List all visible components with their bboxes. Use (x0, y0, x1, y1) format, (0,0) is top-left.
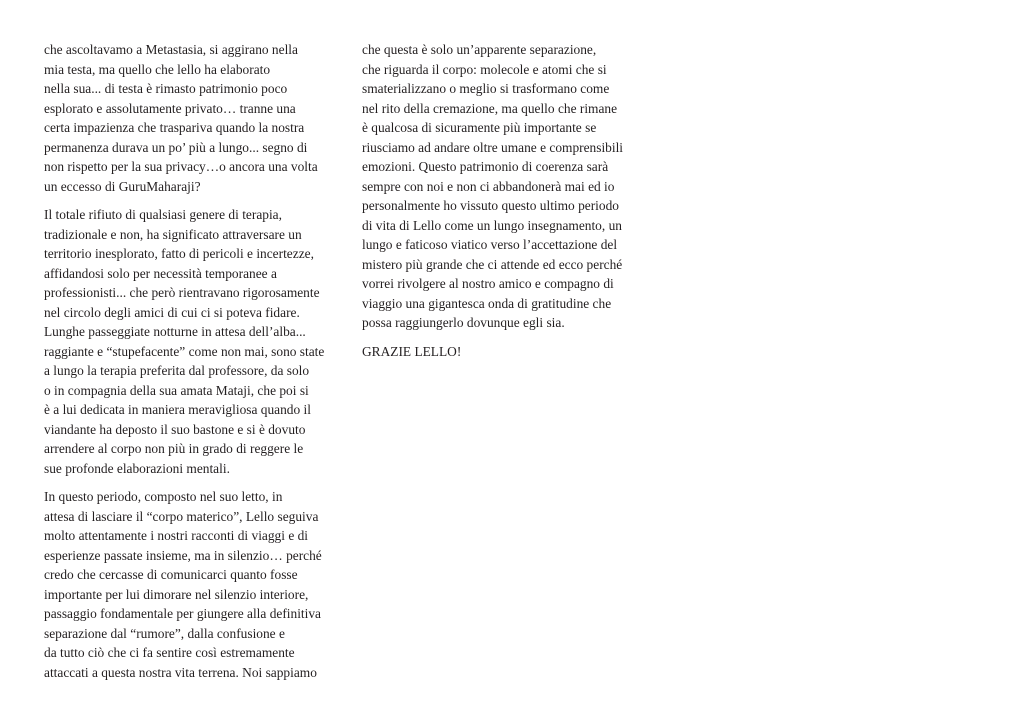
text-line: sue profonde elaborazioni mentali. (44, 460, 230, 476)
text-line: che questa è solo un’apparente separazione, (362, 42, 597, 57)
text-line: mistero più grande che ci attende ed ecco perché (362, 256, 623, 272)
text-line: possa raggiungerlo dovunque egli sia. (362, 315, 565, 330)
right-column (362, 40, 662, 370)
text-line: un eccesso di GuruMaharaji? (44, 178, 201, 194)
text-line: affidandosi solo per necessità temporanee a (44, 265, 277, 281)
text-line: certa impazienza che traspariva quando la nostra (44, 120, 305, 135)
text-line: professionisti... che però rientravano rigorosamente (44, 285, 320, 300)
text-line: territorio inesplorato, fatto di pericoli e incertezze, (44, 246, 314, 261)
text-line: attaccati a questa nostra vita terrena. Noi sappiamo (44, 664, 317, 680)
left-column (44, 40, 354, 691)
text-line: attesa di lasciare il “corpo materico”, Lello seguiva (44, 508, 319, 524)
text-line: nella sua... di testa è rimasto patrimonio poco (44, 81, 288, 96)
text-line: o in compagnia della sua amata Mataji, che poi si (44, 382, 309, 398)
text-line: separazione dal “rumore”, dalla confusione e (44, 625, 285, 641)
text-line: nel circolo degli amici di cui ci si poteva fidare. (44, 304, 300, 320)
text-line: nel rito della cremazione, ma quello che rimane (362, 100, 618, 116)
text-line: è qualcosa di sicuramente più importante se (362, 120, 597, 135)
text-line: GRAZIE LELLO! (362, 343, 462, 359)
text-line: viaggio una gigantesca onda di gratitudine che (362, 295, 612, 311)
text-line: passaggio fondamentale per giungere alla definitiva (44, 606, 322, 621)
text-line: Il totale rifiuto di qualsiasi genere di terapia, (44, 207, 282, 222)
text-line: che ascoltavamo a Metastasia, si aggirano nella (44, 42, 298, 57)
text-line: smaterializzano o meglio si trasformano come (362, 81, 610, 96)
text-line: vorrei rivolgere al nostro amico e compagno di (362, 276, 614, 291)
text-line: lungo e faticoso viatico verso l’accettazione del (362, 237, 618, 252)
text-line: Lunghe passeggiate notturne in attesa dell’alba... (44, 324, 306, 339)
text-line: esplorato e assolutamente privato… tranne una (44, 100, 296, 116)
text-line: non rispetto per la sua privacy…o ancora una volta (44, 159, 318, 174)
text-line: molto attentamente i nostri racconti di viaggi e di (44, 528, 309, 543)
text-line: raggiante e “stupefacente” come non mai, sono state (44, 343, 325, 359)
text-line: viandante ha deposto il suo bastone e si è dovuto (44, 421, 306, 437)
text-line: riusciamo ad andare oltre umane e comprensibili (362, 139, 624, 155)
text-line: sempre con noi e non ci abbandonerà mai ed io (362, 178, 615, 194)
text-line: permanenza durava un po’ più a lungo... segno di (44, 139, 308, 155)
text-line: arrendere al corpo non più in grado di reggere le (44, 441, 304, 456)
text-line: personalmente ho vissuto questo ultimo periodo (362, 198, 619, 213)
paragraph (44, 40, 354, 196)
closing-line (362, 342, 662, 362)
text-line: è a lui dedicata in maniera meravigliosa quando il (44, 402, 311, 417)
text-line: esperienze passate insieme, ma in silenzio… perché (44, 547, 322, 563)
text-line: mia testa, ma quello che lello ha elaborato (44, 61, 271, 77)
text-line: tradizionale e non, ha significato attraversare un (44, 226, 302, 242)
paragraph (44, 205, 354, 478)
text-line: che riguarda il corpo: molecole e atomi che si (362, 61, 607, 77)
text-line: da tutto ciò che ci fa sentire così estremamente (44, 645, 295, 660)
paragraph (44, 487, 354, 682)
text-line: In questo periodo, composto nel suo letto, in (44, 489, 283, 504)
paragraph (362, 40, 662, 333)
text-line: credo che cercasse di comunicarci quanto fosse (44, 567, 298, 582)
text-line: di vita di Lello come un lungo insegnamento, un (362, 217, 622, 233)
text-line: a lungo la terapia preferita dal professore, da solo (44, 363, 310, 378)
text-line: importante per lui dimorare nel silenzio interiore, (44, 586, 309, 602)
text-line: emozioni. Questo patrimonio di coerenza sarà (362, 159, 609, 174)
